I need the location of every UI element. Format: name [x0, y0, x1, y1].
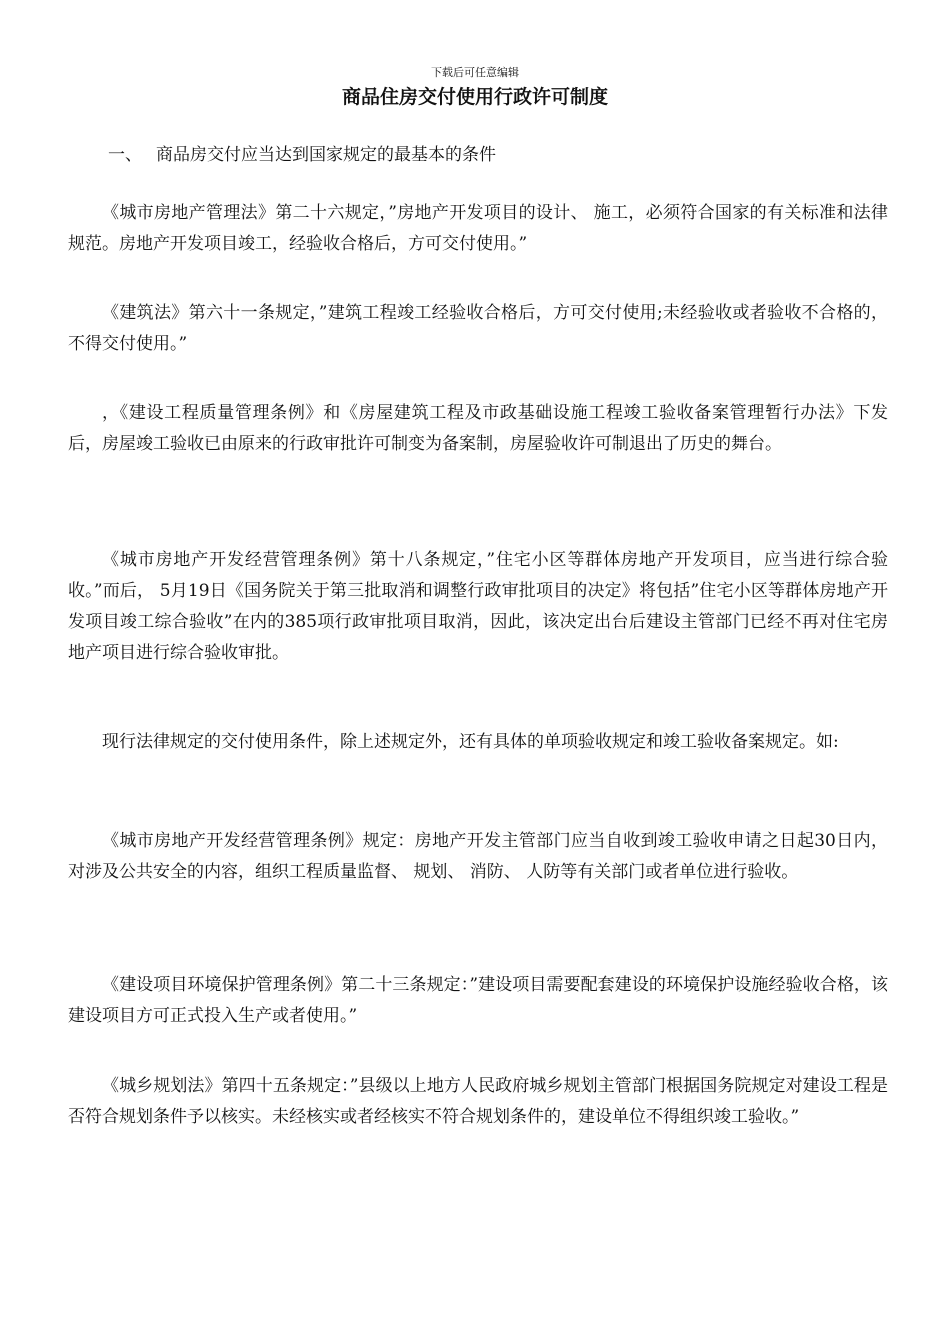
section-heading-text: 商品房交付应当达到国家规定的最基本的条件	[156, 145, 496, 165]
paragraph-quality-regulation: ，《建设工程质量管理条例》和《房屋建筑工程及市政基础设施工程竣工验收备案管理暂行办法》下发后，房屋竣工验收已由原来的行政审批许可制变为备案制，房屋验收许可制退出了历史的舞台。	[68, 403, 888, 454]
header-note: 下载后可任意编辑	[431, 66, 519, 79]
section-heading	[108, 141, 496, 169]
document-title: 商品住房交付使用行政许可制度	[341, 86, 608, 108]
paragraph-acceptance-regulation: 《城市房地产开发经营管理条例》规定：房地产开发主管部门应当自收到竣工验收申请之日起30日内，对涉及公共安全的内容，组织工程质量监督、 规划、 消防、 人防等有关部门或者单位进行验收。	[68, 831, 888, 882]
paragraph-construction-law: 《建筑法》第六十一条规定，”建筑工程竣工经验收合格后，方可交付使用;未经验收或者验收不合格的，不得交付使用。”	[68, 303, 888, 354]
paragraph-development-regulation: 《城市房地产开发经营管理条例》第十八条规定，”住宅小区等群体房地产开发项目，应当进行综合验收。”而后， 5月19日《国务院关于第三批取消和调整行政审批项目的决定》将包括”住宅小区等群体房地产开发项目竣工综合验收”在内的385项行政审批项目取消，因此，该决定出台后建设主管部门已经不再对住宅房地产项目进行综合验收审批。	[68, 550, 888, 663]
paragraph-current-conditions: 现行法律规定的交付使用条件，除上述规定外，还有具体的单项验收规定和竣工验收备案规定。如:	[102, 732, 839, 752]
paragraph-planning-law: 《城乡规划法》第四十五条规定：”县级以上地方人民政府城乡规划主管部门根据国务院规定对建设工程是否符合规划条件予以核实。未经核实或者经核实不符合规划条件的，建设单位不得组织竣工验收。”	[68, 1076, 888, 1127]
paragraph-real-estate-law: 《城市房地产管理法》第二十六规定，”房地产开发项目的设计、 施工，必须符合国家的有关标准和法律规范。房地产开发项目竣工，经验收合格后，方可交付使用。”	[68, 203, 888, 254]
paragraph-environmental-regulation: 《建设项目环境保护管理条例》第二十三条规定：”建设项目需要配套建设的环境保护设施经验收合格，该建设项目方可正式投入生产或者使用。”	[68, 975, 888, 1026]
section-number: 一、	[108, 145, 142, 165]
